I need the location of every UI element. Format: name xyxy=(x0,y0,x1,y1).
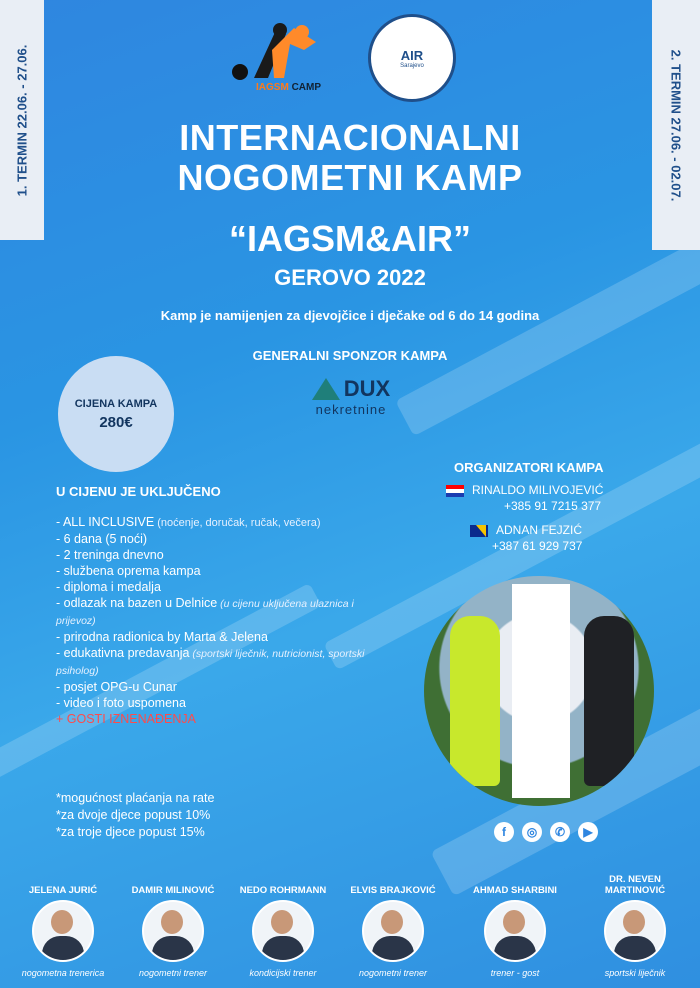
staff-member: ELVIS BRAJKOVIĆ nogometni trener xyxy=(350,885,436,978)
price-label: CIJENA KAMPA xyxy=(74,397,158,410)
avatar xyxy=(484,900,546,962)
air-logo-text: AIR xyxy=(400,47,424,63)
dux-sponsor-logo: DUX nekretnine xyxy=(296,376,406,417)
list-item: - 2 treninga dnevno xyxy=(56,548,164,562)
list-item: - posjet OPG-u Cunar xyxy=(56,680,177,694)
social-links xyxy=(494,822,598,842)
camp-description: Kamp je namijenjen za djevojčice i dječake od 6 do 14 godina xyxy=(160,308,540,323)
avatar xyxy=(252,900,314,962)
term2-label: 2. TERMIN 27.06. - 02.07. xyxy=(668,49,684,201)
camp-name: “IAGSM&AIR” xyxy=(229,218,471,259)
included-list xyxy=(56,514,386,727)
list-item: - prirodna radionica by Marta & Jelena xyxy=(56,630,268,644)
surprise-guests: + GOSTI IZNENAĐENJA xyxy=(56,712,196,726)
coach-figure xyxy=(584,616,634,786)
price-value: 280€ xyxy=(99,413,133,431)
sponsor-banner xyxy=(512,584,570,798)
avatar xyxy=(362,900,424,962)
organizer-2: ADNAN FEJZIĆ +387 61 929 737 xyxy=(470,522,582,554)
staff-member: DAMIR MILINOVIĆ nogometni trener xyxy=(131,885,215,978)
staff-member: JELENA JURIĆ nogometna trenerica xyxy=(21,885,105,978)
list-item: - odlazak na bazen u Delnice (u cijenu uključena ulaznica i prijevoz) xyxy=(56,596,354,627)
list-item: - diploma i medalja xyxy=(56,580,161,594)
list-item: - video i foto uspomena xyxy=(56,696,186,710)
list-item: - 6 dana (5 noći) xyxy=(56,532,148,546)
staff-member: AHMAD SHARBINI trener - gost xyxy=(473,885,557,978)
dux-house-icon xyxy=(312,378,340,400)
organizer-2-phone: +387 61 929 737 xyxy=(492,539,583,553)
bosnia-flag-icon xyxy=(470,525,488,537)
iagsm-camp-logo: IAGSM CAMP xyxy=(224,20,330,100)
list-item: - službena oprema kampa xyxy=(56,564,201,578)
term1-label: 1. TERMIN 22.06. - 27.06. xyxy=(14,44,30,196)
sponsor-heading: GENERALNI SPONZOR KAMPA xyxy=(252,348,448,363)
avatar xyxy=(142,900,204,962)
coach-figure xyxy=(450,616,500,786)
instagram-icon[interactable]: ◎ xyxy=(522,822,542,842)
whatsapp-icon[interactable]: ✆ xyxy=(550,822,570,842)
coaches-photo xyxy=(424,576,654,806)
organizer-1-phone: +385 91 7215 377 xyxy=(504,499,602,513)
list-item: - ALL INCLUSIVE (noćenje, doručak, ručak, večera) xyxy=(56,515,321,529)
youtube-icon[interactable]: ▶ xyxy=(578,822,598,842)
air-logo xyxy=(368,14,456,102)
list-item: - edukativna predavanja (sportski liječnik, nutricionist, sportski psiholog) xyxy=(56,646,365,677)
included-heading: U CIJENU JE UKLJUČENO xyxy=(56,484,221,499)
organizer-1: RINALDO MILIVOJEVIĆ +385 91 7215 377 xyxy=(446,482,603,514)
discount-notes: *mogućnost plaćanja na rate *za dvoje djece popust 10% *za troje djece popust 15% xyxy=(56,791,215,839)
staff-member: DR. NEVEN MARTINOVIĆ sportski liječnik xyxy=(604,874,666,978)
avatar xyxy=(32,900,94,962)
facebook-icon[interactable]: f xyxy=(494,822,514,842)
page-title: INTERNACIONALNI NOGOMETNI KAMP xyxy=(177,117,523,198)
organizers-heading: ORGANIZATORI KAMPA xyxy=(454,460,604,475)
price-badge xyxy=(58,356,174,472)
croatia-flag-icon xyxy=(446,485,464,497)
avatar xyxy=(604,900,666,962)
location-year: GEROVO 2022 xyxy=(274,265,426,290)
staff-member: NEDO ROHRMANN kondicijski trener xyxy=(239,885,327,978)
air-logo-city: Sarajevo xyxy=(400,62,424,69)
